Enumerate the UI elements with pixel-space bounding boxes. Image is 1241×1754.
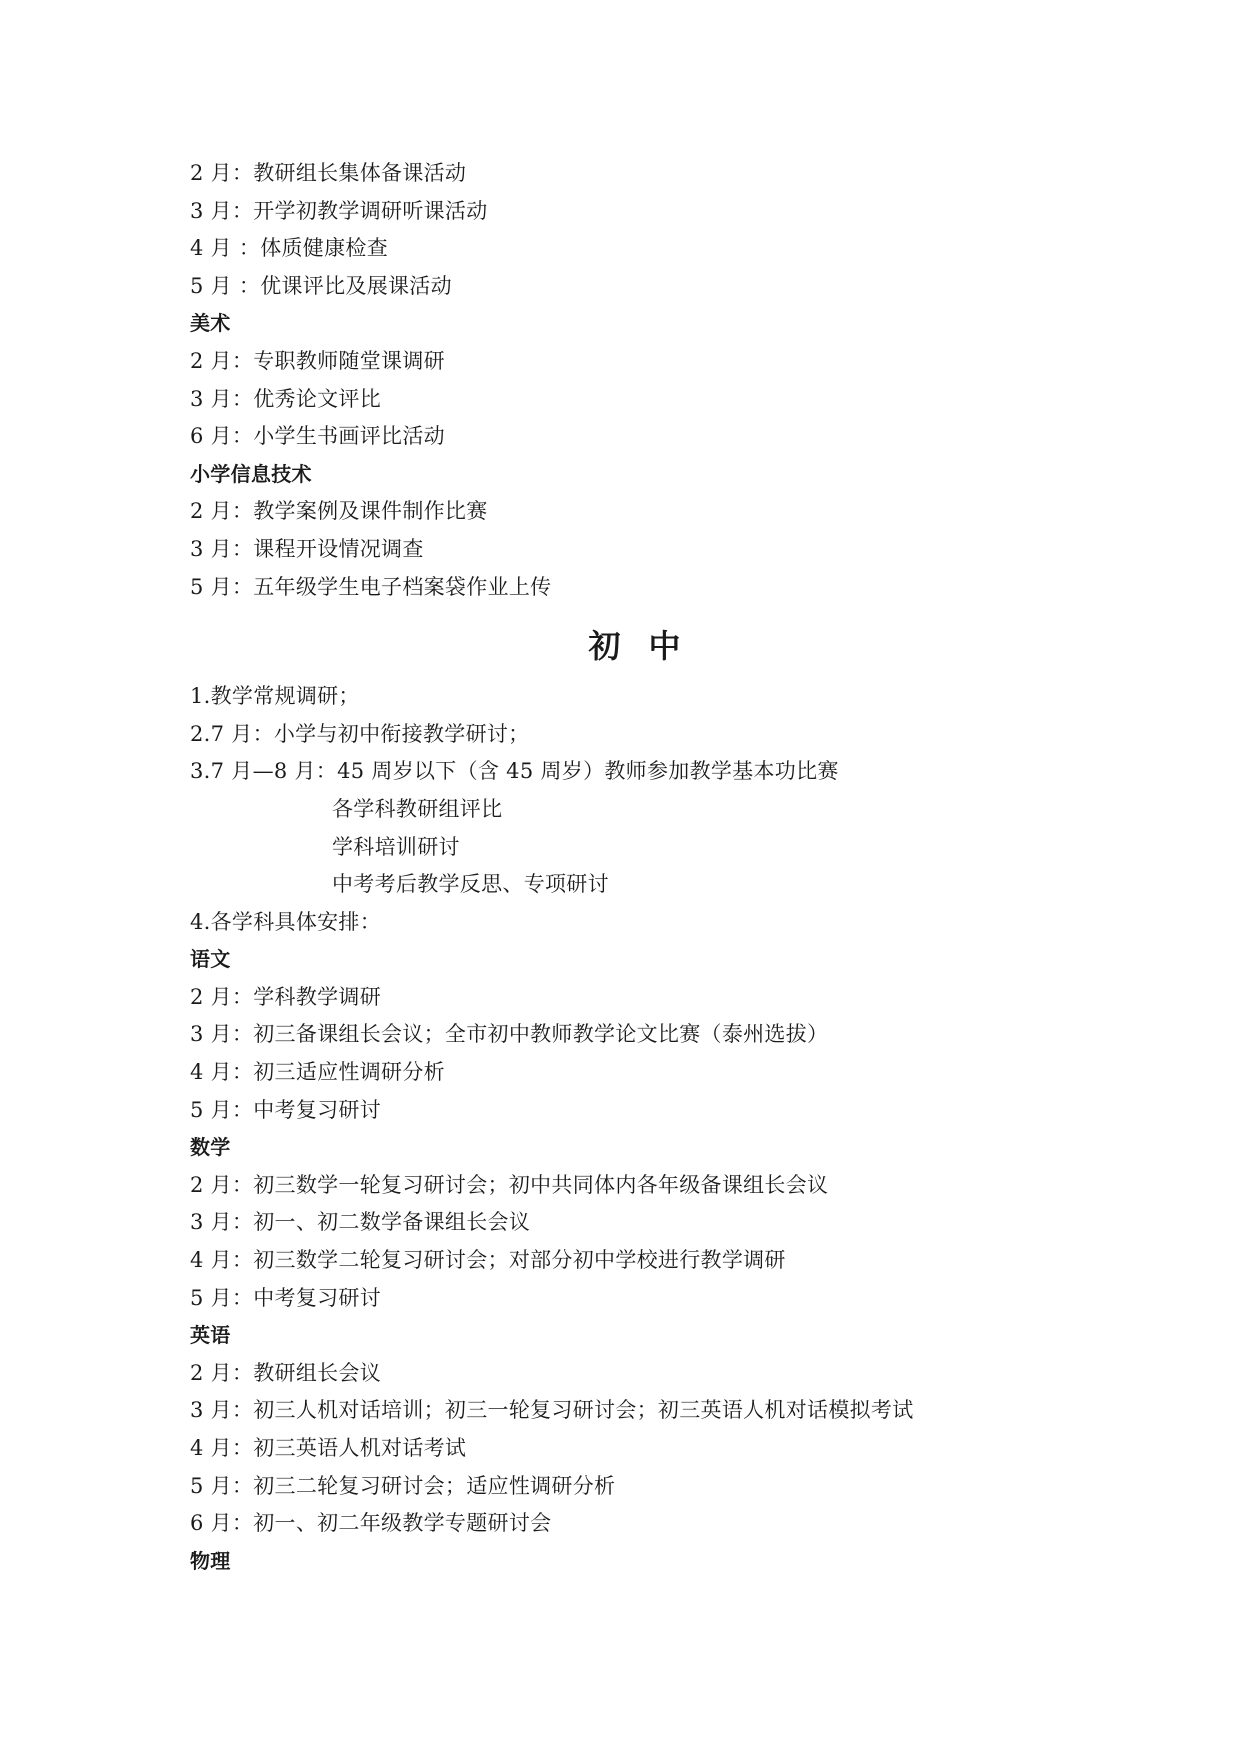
subject-heading-it: 小学信息技术 (190, 461, 312, 486)
junior-item: 3.7 月—8 月：45 周岁以下（含 45 周岁）教师参加教学基本功比赛 (190, 759, 839, 784)
junior-item: 1.教学常规调研； (190, 684, 360, 709)
junior-item: 2.7 月：小学与初中衔接教学研讨； (190, 721, 530, 746)
math-item: 3 月：初一、初二数学备课组长会议 (190, 1210, 531, 1235)
it-item: 2 月：教学案例及课件制作比赛 (190, 499, 488, 524)
art-item: 3 月：优秀论文评比 (190, 386, 382, 411)
subject-heading-math: 数学 (190, 1135, 231, 1160)
junior-item-continuation: 各学科教研组评比 (332, 796, 503, 821)
subject-heading-chinese: 语文 (190, 947, 231, 972)
section-title-junior: 初中 (588, 627, 709, 666)
chinese-item: 5 月：中考复习研讨 (190, 1097, 382, 1122)
junior-item-continuation: 中考考后教学反思、专项研讨 (332, 872, 609, 897)
chinese-item: 4 月：初三适应性调研分析 (190, 1060, 445, 1085)
junior-item-continuation: 学科培训研讨 (332, 834, 460, 859)
subject-heading-art: 美术 (190, 311, 231, 336)
pe-item: 5 月 ：优课评比及展课活动 (190, 273, 452, 298)
english-item: 5 月：初三二轮复习研讨会；适应性调研分析 (190, 1473, 616, 1498)
pe-item: 4 月 ：体质健康检查 (190, 236, 389, 261)
chinese-item: 2 月：学科教学调研 (190, 984, 382, 1009)
it-item: 5 月：五年级学生电子档案袋作业上传 (190, 574, 552, 599)
pe-item: 2 月：教研组长集体备课活动 (190, 161, 467, 185)
subject-heading-english: 英语 (190, 1323, 231, 1348)
math-item: 5 月：中考复习研讨 (190, 1285, 382, 1310)
subject-heading-physics: 物理 (190, 1548, 231, 1573)
art-item: 6 月：小学生书画评比活动 (190, 424, 445, 449)
english-item: 3 月：初三人机对话培训；初三一轮复习研讨会；初三英语人机对话模拟考试 (190, 1398, 914, 1423)
math-item: 2 月：初三数学一轮复习研讨会；初中共同体内各年级备课组长会议 (190, 1172, 829, 1197)
pe-item: 3 月：开学初教学调研听课活动 (190, 198, 488, 223)
chinese-item: 3 月：初三备课组长会议；全市初中教师教学论文比赛（泰州选拔） (190, 1022, 829, 1047)
it-item: 3 月：课程开设情况调查 (190, 536, 424, 561)
english-item: 4 月：初三英语人机对话考试 (190, 1436, 467, 1460)
art-item: 2 月：专职教师随堂课调研 (190, 348, 445, 373)
math-item: 4 月：初三数学二轮复习研讨会；对部分初中学校进行教学调研 (190, 1248, 786, 1273)
document-content (190, 155, 1090, 1580)
english-item: 6 月：初一、初二年级教学专题研讨会 (190, 1511, 552, 1536)
junior-item: 4.各学科具体安排： (190, 909, 382, 934)
english-item: 2 月：教研组长会议 (190, 1360, 382, 1385)
